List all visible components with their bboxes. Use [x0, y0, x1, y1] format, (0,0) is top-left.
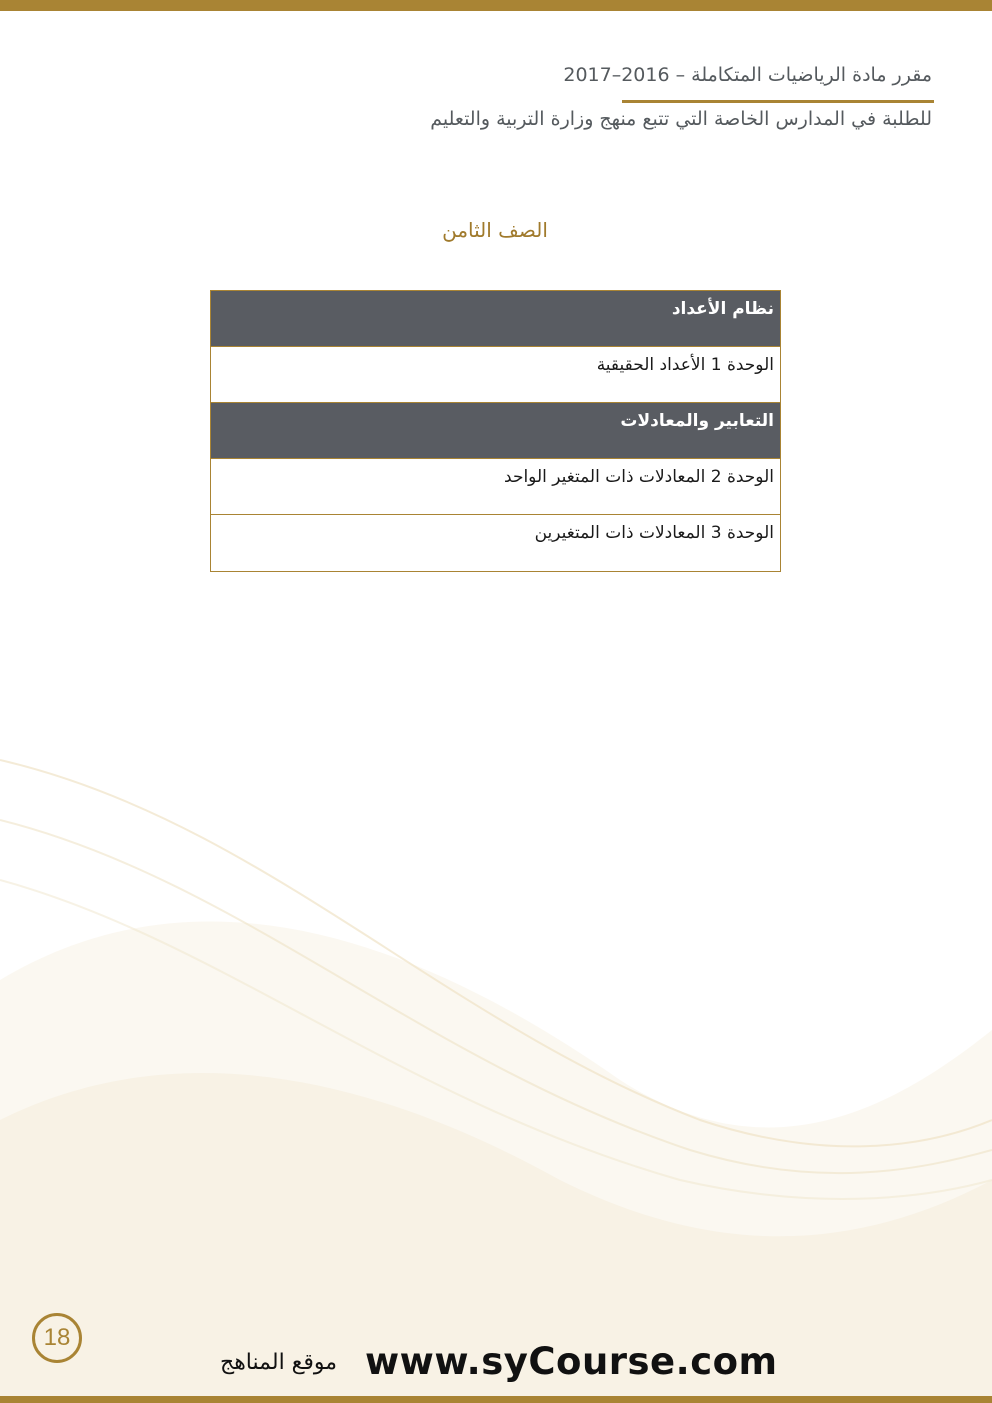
page-number: 18 [43, 1324, 71, 1351]
syllabus-table [210, 290, 781, 572]
unit-row: الوحدة 3 المعادلات ذات المتغيرين [211, 515, 780, 571]
footer-site-label: موقع المناهج [220, 1350, 338, 1375]
header-divider [622, 100, 934, 103]
grade-heading [0, 218, 992, 242]
page-number-badge [32, 1313, 82, 1363]
grade-heading-text: الصف الثامن [442, 218, 548, 242]
document-title: مقرر مادة الرياضيات المتكاملة – 2016–2017 [563, 64, 932, 86]
unit-row: الوحدة 1 الأعداد الحقيقية [211, 347, 780, 403]
footer-site-url: www.syCourse.com [365, 1340, 778, 1383]
top-decorative-band [0, 0, 992, 11]
bottom-decorative-band [0, 1396, 992, 1403]
unit-row: الوحدة 2 المعادلات ذات المتغير الواحد [211, 459, 780, 515]
section-row: نظام الأعداد [211, 291, 780, 347]
section-row: التعابير والمعادلات [211, 403, 780, 459]
document-subtitle: للطلبة في المدارس الخاصة التي تتبع منهج وزارة التربية والتعليم [430, 108, 932, 130]
background-wave-decoration [0, 560, 992, 1396]
